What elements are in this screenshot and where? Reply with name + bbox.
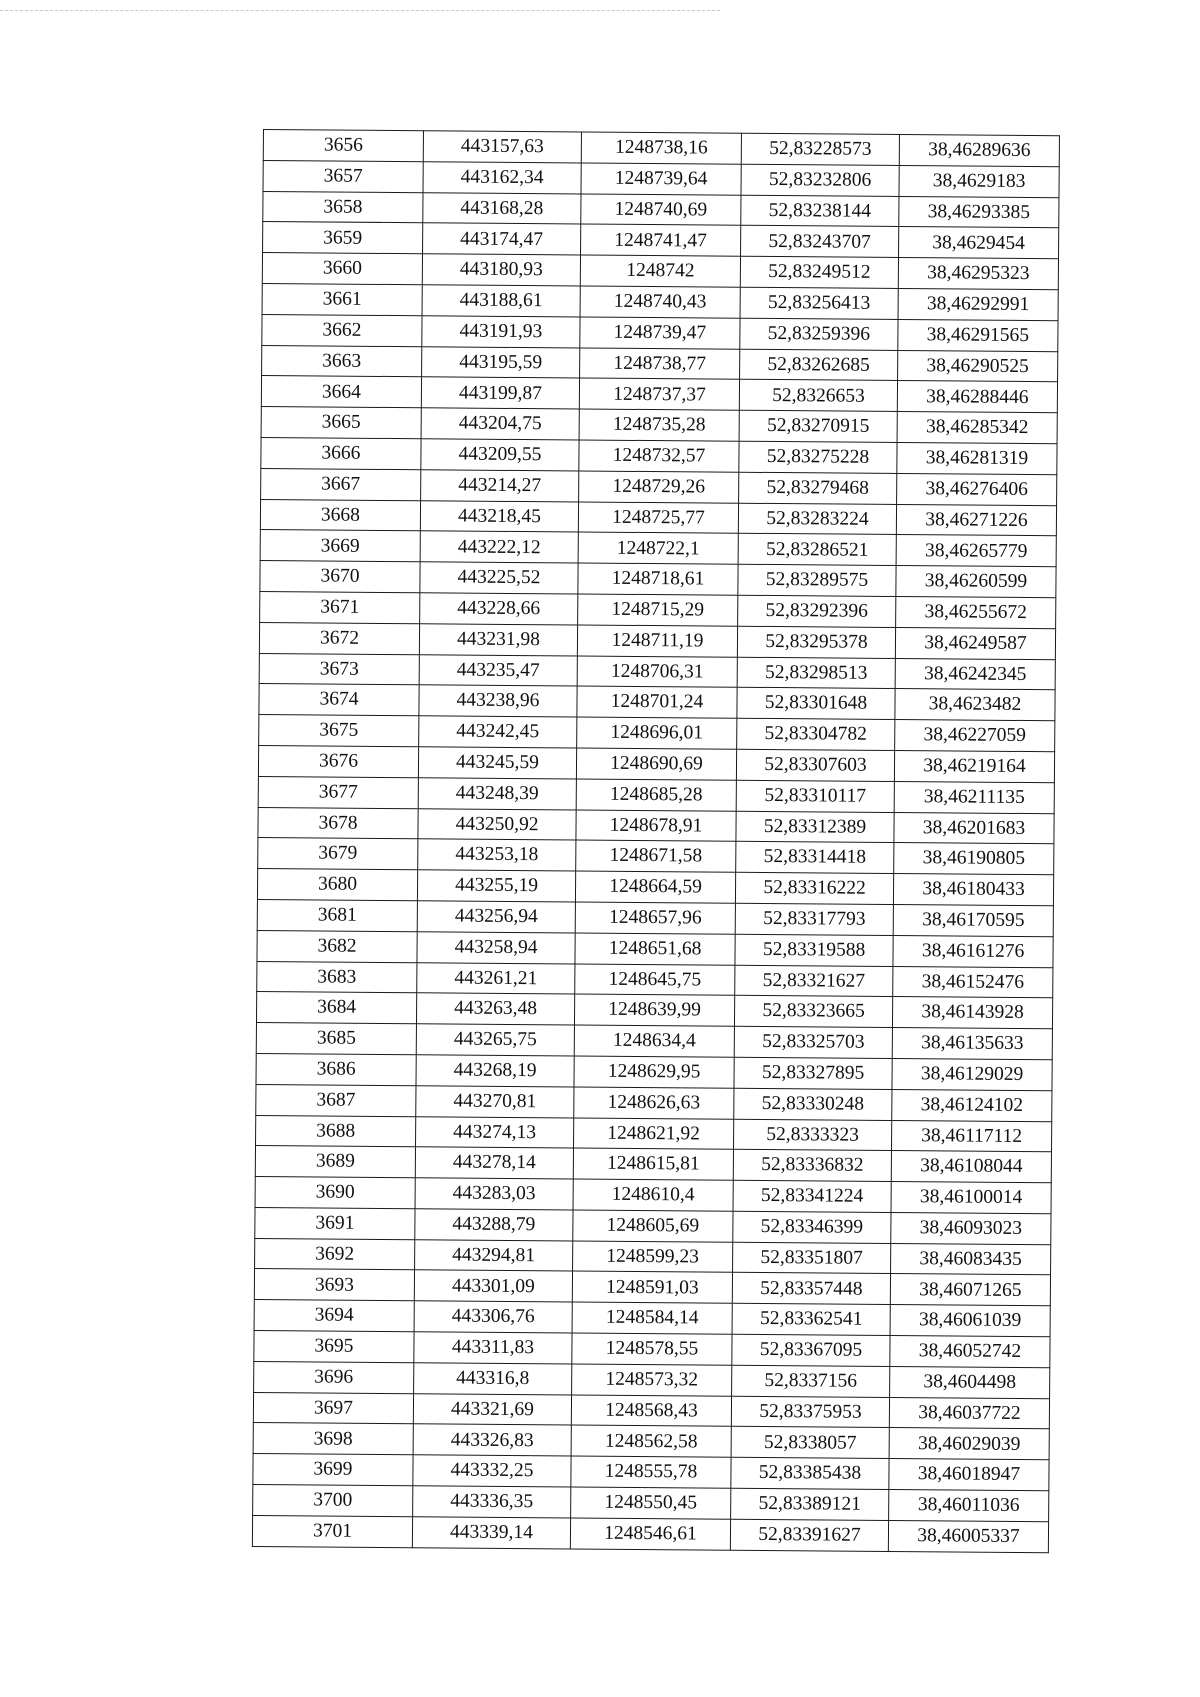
x-coordinate-cell: 443263,48 (416, 993, 574, 1025)
y-coordinate-cell: 1248626,63 (574, 1087, 734, 1119)
latitude-cell: 52,83249512 (740, 256, 898, 288)
longitude-cell: 38,46291565 (898, 319, 1058, 351)
x-coordinate-cell: 443283,03 (415, 1178, 573, 1210)
latitude-cell: 52,83262685 (740, 349, 898, 381)
longitude-cell: 38,46143928 (892, 997, 1052, 1029)
latitude-cell: 52,8333323 (733, 1119, 891, 1151)
longitude-cell: 38,46249587 (895, 627, 1055, 659)
point-number-cell: 3700 (253, 1485, 413, 1517)
point-number-cell: 3665 (261, 407, 421, 439)
point-number-cell: 3661 (262, 283, 422, 315)
point-number-cell: 3659 (263, 222, 423, 254)
x-coordinate-cell: 443214,27 (421, 470, 579, 502)
y-coordinate-cell: 1248738,77 (580, 348, 740, 380)
table-row (252, 1515, 1048, 1552)
longitude-cell: 38,46083435 (891, 1243, 1051, 1275)
point-number-cell: 3657 (263, 160, 423, 192)
point-number-cell: 3668 (260, 499, 420, 531)
latitude-cell: 52,83286521 (738, 534, 896, 566)
point-number-cell: 3667 (261, 468, 421, 500)
x-coordinate-cell: 443321,69 (413, 1393, 571, 1425)
latitude-cell: 52,83228573 (741, 133, 899, 165)
latitude-cell: 52,83292396 (738, 595, 896, 627)
longitude-cell: 38,46029039 (889, 1428, 1049, 1460)
longitude-cell: 38,46211135 (894, 781, 1054, 813)
longitude-cell: 38,46260599 (896, 566, 1056, 598)
x-coordinate-cell: 443228,66 (420, 593, 578, 625)
y-coordinate-cell: 1248599,23 (573, 1241, 733, 1273)
point-number-cell: 3686 (256, 1053, 416, 1085)
latitude-cell: 52,83275228 (739, 441, 897, 473)
y-coordinate-cell: 1248741,47 (581, 224, 741, 256)
longitude-cell: 38,46242345 (895, 658, 1055, 690)
y-coordinate-cell: 1248621,92 (574, 1117, 734, 1149)
point-number-cell: 3664 (261, 376, 421, 408)
x-coordinate-cell: 443268,19 (416, 1055, 574, 1087)
y-coordinate-cell: 1248671,58 (576, 840, 736, 872)
latitude-cell: 52,83259396 (740, 318, 898, 350)
longitude-cell: 38,46018947 (889, 1459, 1049, 1491)
point-number-cell: 3692 (255, 1238, 415, 1270)
longitude-cell: 38,46219164 (894, 750, 1054, 782)
latitude-cell: 52,83327895 (734, 1057, 892, 1089)
y-coordinate-cell: 1248629,95 (574, 1056, 734, 1088)
latitude-cell: 52,83319588 (735, 934, 893, 966)
longitude-cell: 38,46265779 (896, 535, 1056, 567)
point-number-cell: 3689 (255, 1146, 415, 1178)
y-coordinate-cell: 1248657,96 (575, 902, 735, 934)
latitude-cell: 52,83321627 (735, 965, 893, 997)
latitude-cell: 52,83323665 (734, 996, 892, 1028)
latitude-cell: 52,83270915 (739, 410, 897, 442)
latitude-cell: 52,8337156 (732, 1365, 890, 1397)
latitude-cell: 52,83298513 (737, 657, 895, 689)
longitude-cell: 38,4629454 (899, 227, 1059, 259)
point-number-cell: 3677 (258, 776, 418, 808)
point-number-cell: 3694 (254, 1300, 414, 1332)
longitude-cell: 38,46271226 (896, 504, 1056, 536)
latitude-cell: 52,8326653 (739, 380, 897, 412)
x-coordinate-cell: 443326,83 (413, 1424, 571, 1456)
y-coordinate-cell: 1248690,69 (576, 748, 736, 780)
y-coordinate-cell: 1248550,45 (571, 1487, 731, 1519)
latitude-cell: 52,83316222 (735, 872, 893, 904)
point-number-cell: 3666 (261, 437, 421, 469)
x-coordinate-cell: 443248,39 (418, 777, 576, 809)
x-coordinate-cell: 443191,93 (422, 316, 580, 348)
x-coordinate-cell: 443311,83 (414, 1332, 572, 1364)
point-number-cell: 3674 (259, 684, 419, 716)
x-coordinate-cell: 443242,45 (419, 716, 577, 748)
x-coordinate-cell: 443199,87 (421, 377, 579, 409)
y-coordinate-cell: 1248711,19 (577, 625, 737, 657)
x-coordinate-cell: 443231,98 (419, 623, 577, 655)
latitude-cell: 52,83307603 (736, 749, 894, 781)
point-number-cell: 3684 (256, 992, 416, 1024)
y-coordinate-cell: 1248555,78 (571, 1456, 731, 1488)
y-coordinate-cell: 1248634,4 (574, 1025, 734, 1057)
longitude-cell: 38,46227059 (895, 720, 1055, 752)
x-coordinate-cell: 443332,25 (413, 1455, 571, 1487)
x-coordinate-cell: 443162,34 (423, 162, 581, 194)
longitude-cell: 38,46190805 (894, 843, 1054, 875)
longitude-cell: 38,46152476 (893, 966, 1053, 998)
latitude-cell: 52,83310117 (736, 780, 894, 812)
scan-artifact-line (0, 10, 720, 11)
x-coordinate-cell: 443195,59 (422, 346, 580, 378)
longitude-cell: 38,46071265 (890, 1274, 1050, 1306)
y-coordinate-cell: 1248739,47 (580, 317, 740, 349)
x-coordinate-cell: 443222,12 (420, 531, 578, 563)
x-coordinate-cell: 443157,63 (423, 131, 581, 163)
latitude-cell: 52,83351807 (733, 1242, 891, 1274)
point-number-cell: 3679 (258, 838, 418, 870)
latitude-cell: 52,83336832 (733, 1150, 891, 1182)
y-coordinate-cell: 1248562,58 (571, 1425, 731, 1457)
latitude-cell: 52,83295378 (737, 626, 895, 658)
point-number-cell: 3699 (253, 1454, 413, 1486)
latitude-cell: 52,83362541 (732, 1304, 890, 1336)
x-coordinate-cell: 443255,19 (417, 870, 575, 902)
latitude-cell: 52,83283224 (738, 503, 896, 535)
coordinates-table (252, 129, 1060, 1553)
point-number-cell: 3685 (256, 1023, 416, 1055)
y-coordinate-cell: 1248610,4 (573, 1179, 733, 1211)
x-coordinate-cell: 443218,45 (420, 500, 578, 532)
longitude-cell: 38,46276406 (897, 473, 1057, 505)
y-coordinate-cell: 1248568,43 (571, 1395, 731, 1427)
latitude-cell: 52,83389121 (731, 1488, 889, 1520)
point-number-cell: 3691 (255, 1207, 415, 1239)
point-number-cell: 3682 (257, 930, 417, 962)
latitude-cell: 52,83317793 (735, 903, 893, 935)
y-coordinate-cell: 1248615,81 (573, 1148, 733, 1180)
y-coordinate-cell: 1248639,99 (574, 994, 734, 1026)
longitude-cell: 38,46201683 (894, 812, 1054, 844)
longitude-cell: 38,46117112 (891, 1120, 1051, 1152)
point-number-cell: 3670 (260, 561, 420, 593)
y-coordinate-cell: 1248696,01 (577, 717, 737, 749)
point-number-cell: 3673 (259, 653, 419, 685)
y-coordinate-cell: 1248740,43 (580, 286, 740, 318)
point-number-cell: 3681 (257, 899, 417, 931)
longitude-cell: 38,46255672 (896, 596, 1056, 628)
latitude-cell: 52,83312389 (736, 811, 894, 843)
x-coordinate-cell: 443174,47 (423, 223, 581, 255)
y-coordinate-cell: 1248740,69 (581, 194, 741, 226)
longitude-cell: 38,46289636 (899, 134, 1059, 166)
y-coordinate-cell: 1248732,57 (579, 440, 739, 472)
longitude-cell: 38,46061039 (890, 1305, 1050, 1337)
longitude-cell: 38,46292991 (898, 288, 1058, 320)
y-coordinate-cell: 1248739,64 (581, 163, 741, 195)
longitude-cell: 38,46180433 (893, 874, 1053, 906)
point-number-cell: 3660 (262, 253, 422, 285)
longitude-cell: 38,46100014 (891, 1182, 1051, 1214)
longitude-cell: 38,46052742 (890, 1336, 1050, 1368)
x-coordinate-cell: 443225,52 (420, 562, 578, 594)
x-coordinate-cell: 443238,96 (419, 685, 577, 717)
longitude-cell: 38,4604498 (890, 1366, 1050, 1398)
point-number-cell: 3663 (262, 345, 422, 377)
x-coordinate-cell: 443235,47 (419, 654, 577, 686)
longitude-cell: 38,46285342 (897, 412, 1057, 444)
latitude-cell: 52,83391627 (730, 1519, 888, 1551)
point-number-cell: 3696 (254, 1361, 414, 1393)
coordinates-table-body (252, 130, 1059, 1553)
longitude-cell: 38,46011036 (889, 1490, 1049, 1522)
point-number-cell: 3688 (256, 1115, 416, 1147)
latitude-cell: 52,83330248 (734, 1088, 892, 1120)
point-number-cell: 3658 (263, 191, 423, 223)
x-coordinate-cell: 443306,76 (414, 1301, 572, 1333)
x-coordinate-cell: 443274,13 (416, 1116, 574, 1148)
longitude-cell: 38,46135633 (892, 1028, 1052, 1060)
x-coordinate-cell: 443316,8 (414, 1363, 572, 1395)
y-coordinate-cell: 1248584,14 (572, 1302, 732, 1334)
latitude-cell: 52,8338057 (731, 1427, 889, 1459)
latitude-cell: 52,83346399 (733, 1211, 891, 1243)
latitude-cell: 52,83314418 (736, 842, 894, 874)
point-number-cell: 3662 (262, 314, 422, 346)
point-number-cell: 3697 (253, 1392, 413, 1424)
longitude-cell: 38,46295323 (898, 258, 1058, 290)
y-coordinate-cell: 1248685,28 (576, 779, 736, 811)
x-coordinate-cell: 443209,55 (421, 439, 579, 471)
y-coordinate-cell: 1248735,28 (579, 409, 739, 441)
latitude-cell: 52,83279468 (739, 472, 897, 504)
x-coordinate-cell: 443256,94 (417, 901, 575, 933)
latitude-cell: 52,83385438 (731, 1457, 889, 1489)
y-coordinate-cell: 1248578,55 (572, 1333, 732, 1365)
x-coordinate-cell: 443301,09 (414, 1270, 572, 1302)
latitude-cell: 52,83243707 (741, 226, 899, 258)
y-coordinate-cell: 1248718,61 (578, 563, 738, 595)
x-coordinate-cell: 443288,79 (415, 1209, 573, 1241)
latitude-cell: 52,83301648 (737, 688, 895, 720)
y-coordinate-cell: 1248722,1 (578, 532, 738, 564)
point-number-cell: 3671 (260, 591, 420, 623)
x-coordinate-cell: 443188,61 (422, 285, 580, 317)
latitude-cell: 52,83357448 (732, 1273, 890, 1305)
x-coordinate-cell: 443270,81 (416, 1085, 574, 1117)
point-number-cell: 3698 (253, 1423, 413, 1455)
point-number-cell: 3693 (254, 1269, 414, 1301)
latitude-cell: 52,83256413 (740, 287, 898, 319)
x-coordinate-cell: 443258,94 (417, 931, 575, 963)
longitude-cell: 38,4629183 (899, 165, 1059, 197)
point-number-cell: 3701 (252, 1515, 412, 1547)
y-coordinate-cell: 1248706,31 (577, 656, 737, 688)
y-coordinate-cell: 1248605,69 (573, 1210, 733, 1242)
longitude-cell: 38,46124102 (892, 1089, 1052, 1121)
point-number-cell: 3669 (260, 530, 420, 562)
y-coordinate-cell: 1248664,59 (575, 871, 735, 903)
point-number-cell: 3678 (258, 807, 418, 839)
x-coordinate-cell: 443250,92 (418, 808, 576, 840)
x-coordinate-cell: 443168,28 (423, 192, 581, 224)
latitude-cell: 52,83375953 (731, 1396, 889, 1428)
longitude-cell: 38,46108044 (891, 1151, 1051, 1183)
longitude-cell: 38,4623482 (895, 689, 1055, 721)
x-coordinate-cell: 443339,14 (412, 1517, 570, 1549)
x-coordinate-cell: 443253,18 (418, 839, 576, 871)
y-coordinate-cell: 1248729,26 (579, 471, 739, 503)
x-coordinate-cell: 443294,81 (415, 1239, 573, 1271)
x-coordinate-cell: 443261,21 (417, 962, 575, 994)
x-coordinate-cell: 443265,75 (416, 1024, 574, 1056)
longitude-cell: 38,46170595 (893, 904, 1053, 936)
latitude-cell: 52,83238144 (741, 195, 899, 227)
x-coordinate-cell: 443278,14 (415, 1147, 573, 1179)
longitude-cell: 38,46281319 (897, 442, 1057, 474)
longitude-cell: 38,46293385 (899, 196, 1059, 228)
x-coordinate-cell: 443245,59 (418, 747, 576, 779)
longitude-cell: 38,46288446 (897, 381, 1057, 413)
x-coordinate-cell: 443204,75 (421, 408, 579, 440)
latitude-cell: 52,83304782 (737, 718, 895, 750)
y-coordinate-cell: 1248573,32 (572, 1364, 732, 1396)
point-number-cell: 3675 (259, 715, 419, 747)
y-coordinate-cell: 1248546,61 (570, 1518, 730, 1550)
y-coordinate-cell: 1248645,75 (575, 963, 735, 995)
y-coordinate-cell: 1248725,77 (578, 502, 738, 534)
point-number-cell: 3676 (258, 745, 418, 777)
y-coordinate-cell: 1248651,68 (575, 933, 735, 965)
latitude-cell: 52,83325703 (734, 1026, 892, 1058)
x-coordinate-cell: 443180,93 (422, 254, 580, 286)
longitude-cell: 38,46161276 (893, 935, 1053, 967)
x-coordinate-cell: 443336,35 (413, 1486, 571, 1518)
y-coordinate-cell: 1248591,03 (572, 1271, 732, 1303)
y-coordinate-cell: 1248715,29 (578, 594, 738, 626)
point-number-cell: 3680 (257, 869, 417, 901)
longitude-cell: 38,46290525 (898, 350, 1058, 382)
point-number-cell: 3672 (259, 622, 419, 654)
longitude-cell: 38,46129029 (892, 1058, 1052, 1090)
y-coordinate-cell: 1248678,91 (576, 810, 736, 842)
latitude-cell: 52,83289575 (738, 564, 896, 596)
y-coordinate-cell: 1248737,37 (579, 378, 739, 410)
y-coordinate-cell: 1248701,24 (577, 686, 737, 718)
point-number-cell: 3690 (255, 1177, 415, 1209)
point-number-cell: 3656 (263, 130, 423, 162)
latitude-cell: 52,83341224 (733, 1180, 891, 1212)
y-coordinate-cell: 1248742 (580, 255, 740, 287)
longitude-cell: 38,46037722 (889, 1397, 1049, 1429)
latitude-cell: 52,83232806 (741, 164, 899, 196)
longitude-cell: 38,46093023 (891, 1212, 1051, 1244)
point-number-cell: 3683 (257, 961, 417, 993)
y-coordinate-cell: 1248738,16 (581, 132, 741, 164)
latitude-cell: 52,83367095 (732, 1334, 890, 1366)
longitude-cell: 38,46005337 (888, 1520, 1048, 1552)
point-number-cell: 3695 (254, 1331, 414, 1363)
point-number-cell: 3687 (256, 1084, 416, 1116)
